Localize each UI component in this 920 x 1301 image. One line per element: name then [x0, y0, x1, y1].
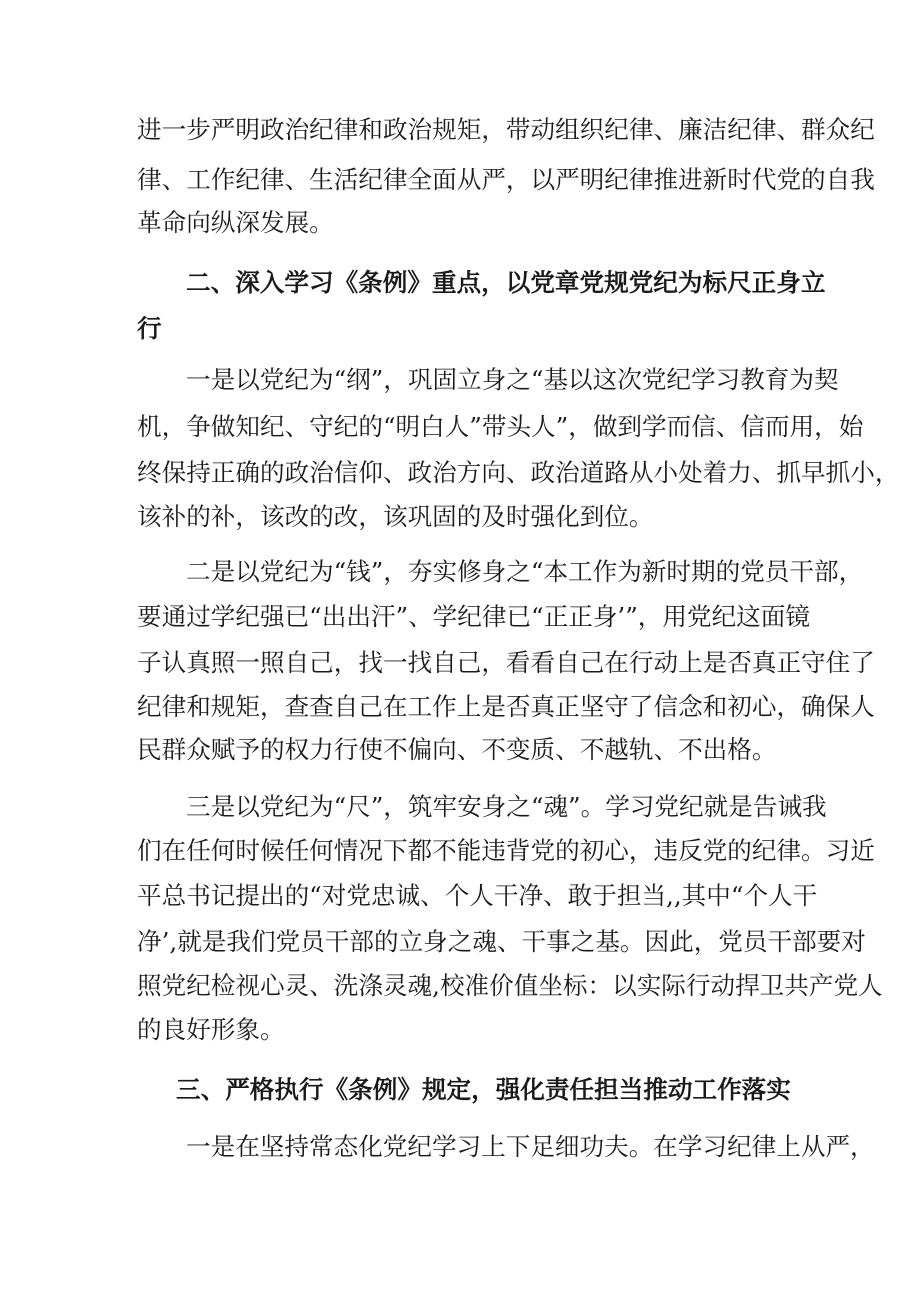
text-line: 终保持正确的政治信仰、政治方向、政治道路从小处着力、抓早抓小， [137, 458, 900, 487]
text-line: 净’,就是我们党员干部的立身之魂、干事之基。因此，党员干部要对 [137, 927, 866, 956]
text-line: 律、工作纪律、生活纪律全面从严，以严明纪律推进新时代党的自我 [137, 165, 875, 194]
text-line: 革命向纵深发展。 [137, 208, 334, 237]
text-line: 三是以党纪为“尺”，筑牢安身之“魂”。学习党纪就是告诫我 [186, 792, 827, 821]
heading-line: 行 [137, 314, 162, 343]
text-line: 机，争做知纪、守纪的“明白人”带头人”，做到学而信、信而用，始 [137, 412, 864, 441]
text-line: 照党纪检视心灵、洗涤灵魂,校准价值坐标：以实际行动捍卫共产党人 [137, 971, 883, 1000]
text-line: 一是以党纪为“纲”，巩固立身之“基以这次党纪学习教育为契 [186, 365, 839, 394]
text-line: 该补的补，该改的改，该巩固的及时强化到位。 [137, 502, 654, 531]
text-line: 子认真照一照自己，找一找自己，看看自己在行动上是否真正守住了 [137, 648, 875, 677]
text-line: 一是在坚持常态化党纪学习上下足细功夫。在学习纪律上从严， [186, 1132, 875, 1161]
heading-line: 二、深入学习《条例》重点，以党章党规党纪为标尺正身立 [186, 268, 826, 297]
text-line: 纪律和规矩，查查自己在工作上是否真正坚守了信念和初心，确保人 [137, 692, 875, 721]
heading-line: 三、严格执行《条例》规定，强化责任担当推动工作落实 [176, 1075, 791, 1104]
text-line: 们在任何时候任何情况下都不能违背党的初心，违反党的纪律。习近 [137, 836, 875, 865]
text-line: 平总书记提出的“对党忠诚、个人干净、敢于担当,,其中“个人干 [137, 881, 818, 910]
text-line: 二是以党纪为“钱”，夯实修身之“本工作为新时期的党员干部， [186, 557, 864, 586]
text-line: 民群众赋予的权力行使不偏向、不变质、不越轨、不出格。 [137, 735, 777, 764]
text-line: 进一步严明政治纪律和政治规矩，带动组织纪律、廉洁纪律、群众纪 [137, 115, 875, 144]
text-line: 的良好形象。 [137, 1015, 285, 1044]
text-line: 要通过学纪强已“出出汗”、学纪律已“正正身’”，用党纪这面镜 [137, 602, 810, 631]
